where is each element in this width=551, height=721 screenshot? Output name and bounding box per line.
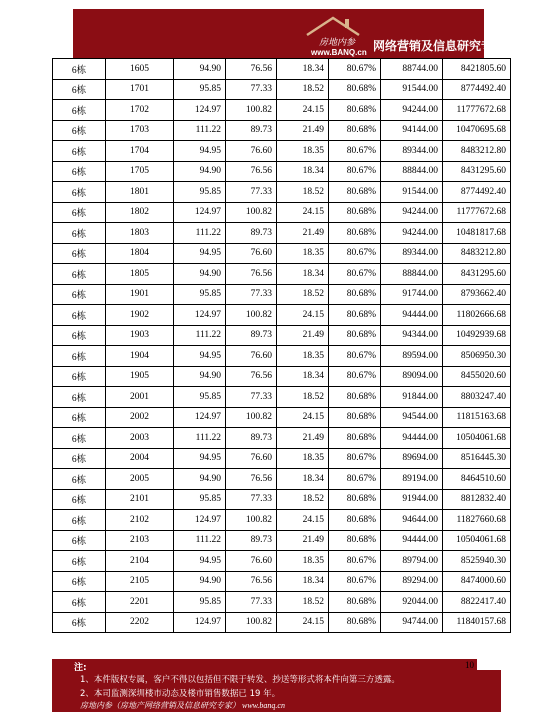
cell-building: 6栋 — [53, 387, 106, 408]
cell-efficiency: 80.67% — [329, 571, 381, 592]
banq-logo — [303, 15, 367, 57]
cell-building: 6栋 — [53, 366, 106, 387]
cell-efficiency: 80.67% — [329, 448, 381, 469]
cell-net-area: 76.56 — [226, 571, 277, 592]
cell-total-price: 8803247.40 — [443, 387, 511, 408]
cell-gross-area: 95.85 — [174, 182, 226, 203]
cell-efficiency: 80.68% — [329, 305, 381, 326]
cell-total-price: 8474000.60 — [443, 571, 511, 592]
cell-building: 6栋 — [53, 325, 106, 346]
cell-unit: 2201 — [106, 592, 174, 613]
cell-net-area: 100.82 — [226, 510, 277, 531]
table-row — [53, 571, 511, 592]
cell-unit: 2004 — [106, 448, 174, 469]
cell-shared-area: 18.34 — [277, 264, 329, 285]
cell-gross-area: 94.90 — [174, 161, 226, 182]
cell-net-area: 76.56 — [226, 469, 277, 490]
cell-gross-area: 95.85 — [174, 284, 226, 305]
copyright-note: 1、本件版权专属，客户不得以包括但不限于转发、抄送等形式将本件向第三方透露。 — [80, 675, 400, 685]
table-row — [53, 592, 511, 613]
cell-gross-area: 111.22 — [174, 530, 226, 551]
cell-unit-price: 94144.00 — [381, 120, 443, 141]
cell-efficiency: 80.68% — [329, 79, 381, 100]
cell-efficiency: 80.67% — [329, 346, 381, 367]
cell-shared-area: 21.49 — [277, 120, 329, 141]
cell-gross-area: 94.95 — [174, 448, 226, 469]
cell-shared-area: 18.52 — [277, 387, 329, 408]
cell-net-area: 89.73 — [226, 530, 277, 551]
cell-unit: 2104 — [106, 551, 174, 572]
cell-efficiency: 80.68% — [329, 120, 381, 141]
cell-shared-area: 18.35 — [277, 346, 329, 367]
cell-building: 6栋 — [53, 489, 106, 510]
cell-unit: 1705 — [106, 161, 174, 182]
cell-unit: 1804 — [106, 243, 174, 264]
cell-gross-area: 94.90 — [174, 366, 226, 387]
cell-total-price: 8516445.30 — [443, 448, 511, 469]
cell-shared-area: 18.52 — [277, 182, 329, 203]
cell-building: 6栋 — [53, 592, 106, 613]
cell-unit-price: 94344.00 — [381, 325, 443, 346]
cell-unit: 2002 — [106, 407, 174, 428]
cell-total-price: 11840157.68 — [443, 612, 511, 633]
cell-total-price: 8455020.60 — [443, 366, 511, 387]
cell-unit-price: 94244.00 — [381, 100, 443, 121]
cell-gross-area: 124.97 — [174, 100, 226, 121]
cell-efficiency: 80.68% — [329, 428, 381, 449]
table-row — [53, 448, 511, 469]
cell-unit-price: 94244.00 — [381, 223, 443, 244]
cell-efficiency: 80.68% — [329, 612, 381, 633]
cell-building: 6栋 — [53, 428, 106, 449]
cell-unit: 1605 — [106, 59, 174, 80]
cell-unit: 1703 — [106, 120, 174, 141]
cell-unit-price: 89094.00 — [381, 366, 443, 387]
cell-gross-area: 94.95 — [174, 346, 226, 367]
cell-unit-price: 89794.00 — [381, 551, 443, 572]
cell-total-price: 10481817.68 — [443, 223, 511, 244]
cell-shared-area: 24.15 — [277, 202, 329, 223]
cell-shared-area: 18.35 — [277, 141, 329, 162]
cell-shared-area: 18.34 — [277, 59, 329, 80]
cell-unit: 2003 — [106, 428, 174, 449]
table-row — [53, 366, 511, 387]
cell-net-area: 76.56 — [226, 366, 277, 387]
page-number: 10 — [465, 660, 474, 670]
cell-gross-area: 111.22 — [174, 428, 226, 449]
cell-unit-price: 94444.00 — [381, 530, 443, 551]
cell-unit-price: 89194.00 — [381, 469, 443, 490]
cell-unit-price: 94644.00 — [381, 510, 443, 531]
cell-efficiency: 80.68% — [329, 100, 381, 121]
table-row — [53, 489, 511, 510]
cell-unit-price: 91944.00 — [381, 489, 443, 510]
cell-building: 6栋 — [53, 612, 106, 633]
cell-unit: 1802 — [106, 202, 174, 223]
cell-shared-area: 18.35 — [277, 551, 329, 572]
cell-efficiency: 80.68% — [329, 202, 381, 223]
cell-efficiency: 80.68% — [329, 407, 381, 428]
cell-total-price: 8431295.60 — [443, 161, 511, 182]
table-row — [53, 59, 511, 80]
cell-shared-area: 24.15 — [277, 510, 329, 531]
cell-total-price: 8464510.60 — [443, 469, 511, 490]
table-row — [53, 551, 511, 572]
cell-building: 6栋 — [53, 161, 106, 182]
table-row — [53, 120, 511, 141]
cell-total-price: 11777672.68 — [443, 202, 511, 223]
table-row — [53, 264, 511, 285]
cell-gross-area: 111.22 — [174, 223, 226, 244]
cell-efficiency: 80.68% — [329, 223, 381, 244]
cell-efficiency: 80.67% — [329, 59, 381, 80]
table-row — [53, 100, 511, 121]
cell-gross-area: 94.90 — [174, 571, 226, 592]
cell-shared-area: 18.52 — [277, 489, 329, 510]
header-banner — [73, 9, 506, 59]
cell-shared-area: 24.15 — [277, 612, 329, 633]
cell-shared-area: 24.15 — [277, 100, 329, 121]
cell-shared-area: 24.15 — [277, 407, 329, 428]
cell-shared-area: 18.34 — [277, 571, 329, 592]
cell-building: 6栋 — [53, 79, 106, 100]
cell-net-area: 76.60 — [226, 243, 277, 264]
cell-unit: 1805 — [106, 264, 174, 285]
cell-unit-price: 94444.00 — [381, 305, 443, 326]
cell-net-area: 89.73 — [226, 325, 277, 346]
table-row — [53, 469, 511, 490]
cell-net-area: 76.56 — [226, 264, 277, 285]
cell-unit: 1803 — [106, 223, 174, 244]
notes-label: 注: — [74, 663, 87, 673]
cell-gross-area: 94.90 — [174, 469, 226, 490]
cell-total-price: 8525940.30 — [443, 551, 511, 572]
footer-notes — [52, 659, 501, 712]
cell-total-price: 10504061.68 — [443, 530, 511, 551]
cell-building: 6栋 — [53, 141, 106, 162]
cell-building: 6栋 — [53, 243, 106, 264]
cell-unit-price: 91844.00 — [381, 387, 443, 408]
cell-total-price: 8822417.40 — [443, 592, 511, 613]
cell-total-price: 11815163.68 — [443, 407, 511, 428]
cell-shared-area: 18.52 — [277, 79, 329, 100]
cell-net-area: 76.60 — [226, 551, 277, 572]
cell-building: 6栋 — [53, 202, 106, 223]
cell-total-price: 11827660.68 — [443, 510, 511, 531]
cell-net-area: 77.33 — [226, 284, 277, 305]
cell-efficiency: 80.68% — [329, 182, 381, 203]
monitoring-note: 2、本司监测深圳楼市动态及楼市销售数据已 19 年。 — [80, 689, 281, 699]
cell-building: 6栋 — [53, 264, 106, 285]
sales-table — [52, 58, 511, 633]
cell-shared-area: 18.34 — [277, 469, 329, 490]
cell-shared-area: 18.52 — [277, 284, 329, 305]
cell-efficiency: 80.68% — [329, 530, 381, 551]
cell-total-price: 10504061.68 — [443, 428, 511, 449]
cell-efficiency: 80.68% — [329, 387, 381, 408]
cell-efficiency: 80.68% — [329, 325, 381, 346]
cell-gross-area: 111.22 — [174, 325, 226, 346]
cell-building: 6栋 — [53, 120, 106, 141]
cell-total-price: 10470695.68 — [443, 120, 511, 141]
cell-gross-area: 94.95 — [174, 551, 226, 572]
table-row — [53, 182, 511, 203]
cell-unit: 1801 — [106, 182, 174, 203]
cell-gross-area: 94.95 — [174, 141, 226, 162]
cell-gross-area: 124.97 — [174, 407, 226, 428]
cell-net-area: 77.33 — [226, 489, 277, 510]
cell-net-area: 100.82 — [226, 612, 277, 633]
cell-building: 6栋 — [53, 59, 106, 80]
cell-building: 6栋 — [53, 223, 106, 244]
cell-shared-area: 21.49 — [277, 325, 329, 346]
cell-unit-price: 94244.00 — [381, 202, 443, 223]
table-row — [53, 387, 511, 408]
logo-url-text: www.BANQ.cn — [311, 48, 367, 57]
sales-table-body — [53, 59, 511, 633]
cell-net-area: 100.82 — [226, 407, 277, 428]
table-row — [53, 243, 511, 264]
cell-unit: 2105 — [106, 571, 174, 592]
table-row — [53, 305, 511, 326]
cell-building: 6栋 — [53, 469, 106, 490]
cell-net-area: 89.73 — [226, 223, 277, 244]
cell-unit: 1903 — [106, 325, 174, 346]
cell-net-area: 89.73 — [226, 428, 277, 449]
cell-unit: 1905 — [106, 366, 174, 387]
cell-building: 6栋 — [53, 182, 106, 203]
cell-unit-price: 89694.00 — [381, 448, 443, 469]
cell-gross-area: 94.90 — [174, 59, 226, 80]
cell-gross-area: 111.22 — [174, 120, 226, 141]
cell-gross-area: 95.85 — [174, 79, 226, 100]
cell-building: 6栋 — [53, 530, 106, 551]
cell-net-area: 77.33 — [226, 592, 277, 613]
cell-total-price: 8431295.60 — [443, 264, 511, 285]
cell-efficiency: 80.67% — [329, 161, 381, 182]
cell-gross-area: 124.97 — [174, 202, 226, 223]
cell-total-price: 8421805.60 — [443, 59, 511, 80]
cell-building: 6栋 — [53, 551, 106, 572]
cell-unit-price: 92044.00 — [381, 592, 443, 613]
cell-building: 6栋 — [53, 346, 106, 367]
cell-unit-price: 89344.00 — [381, 243, 443, 264]
cell-gross-area: 124.97 — [174, 612, 226, 633]
cell-net-area: 76.60 — [226, 141, 277, 162]
cell-total-price: 11802666.68 — [443, 305, 511, 326]
cell-unit-price: 88844.00 — [381, 161, 443, 182]
cell-net-area: 77.33 — [226, 387, 277, 408]
table-row — [53, 141, 511, 162]
cell-shared-area: 21.49 — [277, 530, 329, 551]
page-number-box — [477, 659, 501, 670]
cell-net-area: 100.82 — [226, 202, 277, 223]
cell-unit: 2103 — [106, 530, 174, 551]
cell-building: 6栋 — [53, 100, 106, 121]
cell-unit-price: 91544.00 — [381, 79, 443, 100]
cell-total-price: 8483212.80 — [443, 243, 511, 264]
cell-total-price: 8793662.40 — [443, 284, 511, 305]
cell-building: 6栋 — [53, 571, 106, 592]
cell-efficiency: 80.68% — [329, 510, 381, 531]
table-row — [53, 284, 511, 305]
cell-unit-price: 91544.00 — [381, 182, 443, 203]
cell-shared-area: 24.15 — [277, 305, 329, 326]
cell-shared-area: 18.35 — [277, 448, 329, 469]
cell-gross-area: 94.90 — [174, 264, 226, 285]
cell-unit: 1704 — [106, 141, 174, 162]
table-row — [53, 530, 511, 551]
cell-unit: 2101 — [106, 489, 174, 510]
cell-unit-price: 89594.00 — [381, 346, 443, 367]
cell-total-price: 8774492.40 — [443, 182, 511, 203]
logo-cn-text: 房地内参 — [319, 37, 356, 47]
cell-gross-area: 95.85 — [174, 387, 226, 408]
cell-unit: 1701 — [106, 79, 174, 100]
cell-unit-price: 94544.00 — [381, 407, 443, 428]
cell-building: 6栋 — [53, 284, 106, 305]
cell-shared-area: 18.34 — [277, 161, 329, 182]
table-row — [53, 612, 511, 633]
cell-efficiency: 80.67% — [329, 243, 381, 264]
cell-net-area: 76.60 — [226, 346, 277, 367]
table-row — [53, 161, 511, 182]
cell-gross-area: 95.85 — [174, 489, 226, 510]
cell-shared-area: 18.35 — [277, 243, 329, 264]
cell-total-price: 8774492.40 — [443, 79, 511, 100]
cell-unit: 1902 — [106, 305, 174, 326]
cell-net-area: 100.82 — [226, 100, 277, 121]
cell-net-area: 89.73 — [226, 120, 277, 141]
cell-net-area: 76.56 — [226, 59, 277, 80]
cell-unit-price: 91744.00 — [381, 284, 443, 305]
cell-net-area: 76.56 — [226, 161, 277, 182]
cell-total-price: 10492939.68 — [443, 325, 511, 346]
cell-building: 6栋 — [53, 448, 106, 469]
cell-unit-price: 94744.00 — [381, 612, 443, 633]
cell-unit-price: 94444.00 — [381, 428, 443, 449]
cell-building: 6栋 — [53, 510, 106, 531]
table-row — [53, 346, 511, 367]
cell-unit-price: 89294.00 — [381, 571, 443, 592]
cell-gross-area: 95.85 — [174, 592, 226, 613]
table-row — [53, 202, 511, 223]
cell-building: 6栋 — [53, 305, 106, 326]
cell-efficiency: 80.67% — [329, 469, 381, 490]
table-row — [53, 428, 511, 449]
table-row — [53, 325, 511, 346]
cell-total-price: 8483212.80 — [443, 141, 511, 162]
cell-total-price: 8506950.30 — [443, 346, 511, 367]
cell-efficiency: 80.68% — [329, 489, 381, 510]
cell-gross-area: 124.97 — [174, 305, 226, 326]
cell-efficiency: 80.67% — [329, 366, 381, 387]
cell-total-price: 8812832.40 — [443, 489, 511, 510]
cell-net-area: 100.82 — [226, 305, 277, 326]
cell-net-area: 77.33 — [226, 182, 277, 203]
cell-unit: 2001 — [106, 387, 174, 408]
cell-gross-area: 94.95 — [174, 243, 226, 264]
cell-unit: 2202 — [106, 612, 174, 633]
cell-gross-area: 124.97 — [174, 510, 226, 531]
cell-efficiency: 80.67% — [329, 264, 381, 285]
cell-net-area: 76.60 — [226, 448, 277, 469]
cell-efficiency: 80.68% — [329, 284, 381, 305]
cell-unit: 1904 — [106, 346, 174, 367]
cell-unit: 2005 — [106, 469, 174, 490]
cell-building: 6栋 — [53, 407, 106, 428]
cell-shared-area: 21.49 — [277, 428, 329, 449]
table-row — [53, 407, 511, 428]
table-row — [53, 510, 511, 531]
brand-slogan: 网络营销及信息研究专家 — [373, 39, 506, 53]
cell-unit: 1901 — [106, 284, 174, 305]
cell-shared-area: 21.49 — [277, 223, 329, 244]
cell-unit: 1702 — [106, 100, 174, 121]
cell-total-price: 11777672.68 — [443, 100, 511, 121]
table-row — [53, 79, 511, 100]
cell-efficiency: 80.67% — [329, 141, 381, 162]
cell-efficiency: 80.67% — [329, 551, 381, 572]
footer-brand-strip: 房地内参（房地产网络营销及信息研究专家） www.banq.cn — [80, 701, 285, 710]
table-row — [53, 223, 511, 244]
cell-unit-price: 88844.00 — [381, 264, 443, 285]
cell-unit-price: 88744.00 — [381, 59, 443, 80]
cell-unit: 2102 — [106, 510, 174, 531]
cell-unit-price: 89344.00 — [381, 141, 443, 162]
cell-efficiency: 80.68% — [329, 592, 381, 613]
cell-shared-area: 18.34 — [277, 366, 329, 387]
cell-shared-area: 18.52 — [277, 592, 329, 613]
cell-net-area: 77.33 — [226, 79, 277, 100]
